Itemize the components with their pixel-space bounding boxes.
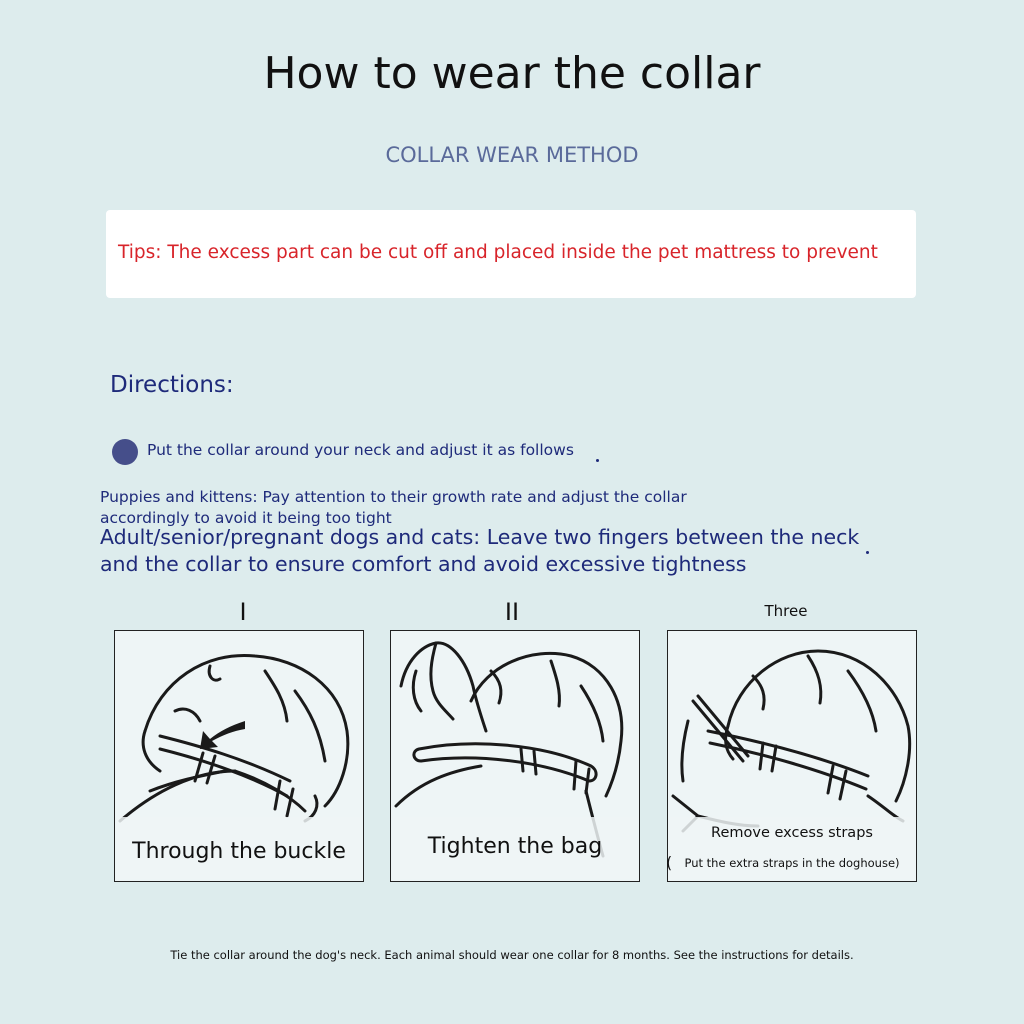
adult-text: Adult/senior/pregnant dogs and cats: Leave two fingers between the neck and the collar to ensure comfort and avoid excessive tightness <box>100 525 860 576</box>
step-caption-1: Through the buckle <box>132 839 346 864</box>
step-panel-1 <box>114 630 364 882</box>
stray-dot <box>866 551 869 554</box>
puppies-text: Puppies and kittens: Pay attention to their growth rate and adjust the collar accordingly to avoid it being too tight <box>100 488 687 527</box>
step-panel-2 <box>390 630 640 882</box>
page-subtitle: COLLAR WEAR METHOD <box>385 143 639 167</box>
step-subcaption-text: Put the extra straps in the doghouse) <box>684 856 900 870</box>
tips-text: Tips: The excess part can be cut off and placed inside the pet mattress to prevent <box>118 242 878 263</box>
directions-heading: Directions: <box>110 372 234 398</box>
page-title: How to wear the collar <box>263 48 761 99</box>
step-subcaption-3 <box>666 853 916 872</box>
stray-dot <box>596 459 599 462</box>
step-label-1: I <box>239 598 247 626</box>
open-paren: ( <box>666 853 673 872</box>
step-caption-3: Remove excess straps <box>711 825 873 841</box>
step-label-3: Three <box>764 602 808 620</box>
bullet-text: Put the collar around your neck and adjust it as follows <box>147 441 574 459</box>
footer-note: Tie the collar around the dog's neck. Each animal should wear one collar for 8 months. See the instructions for details. <box>170 948 854 962</box>
step-panel-3 <box>667 630 917 882</box>
step-caption-2: Tighten the bag <box>427 834 603 859</box>
tips-box <box>106 210 916 298</box>
bullet-dot-icon <box>112 439 138 465</box>
step-label-2: II <box>504 598 520 626</box>
